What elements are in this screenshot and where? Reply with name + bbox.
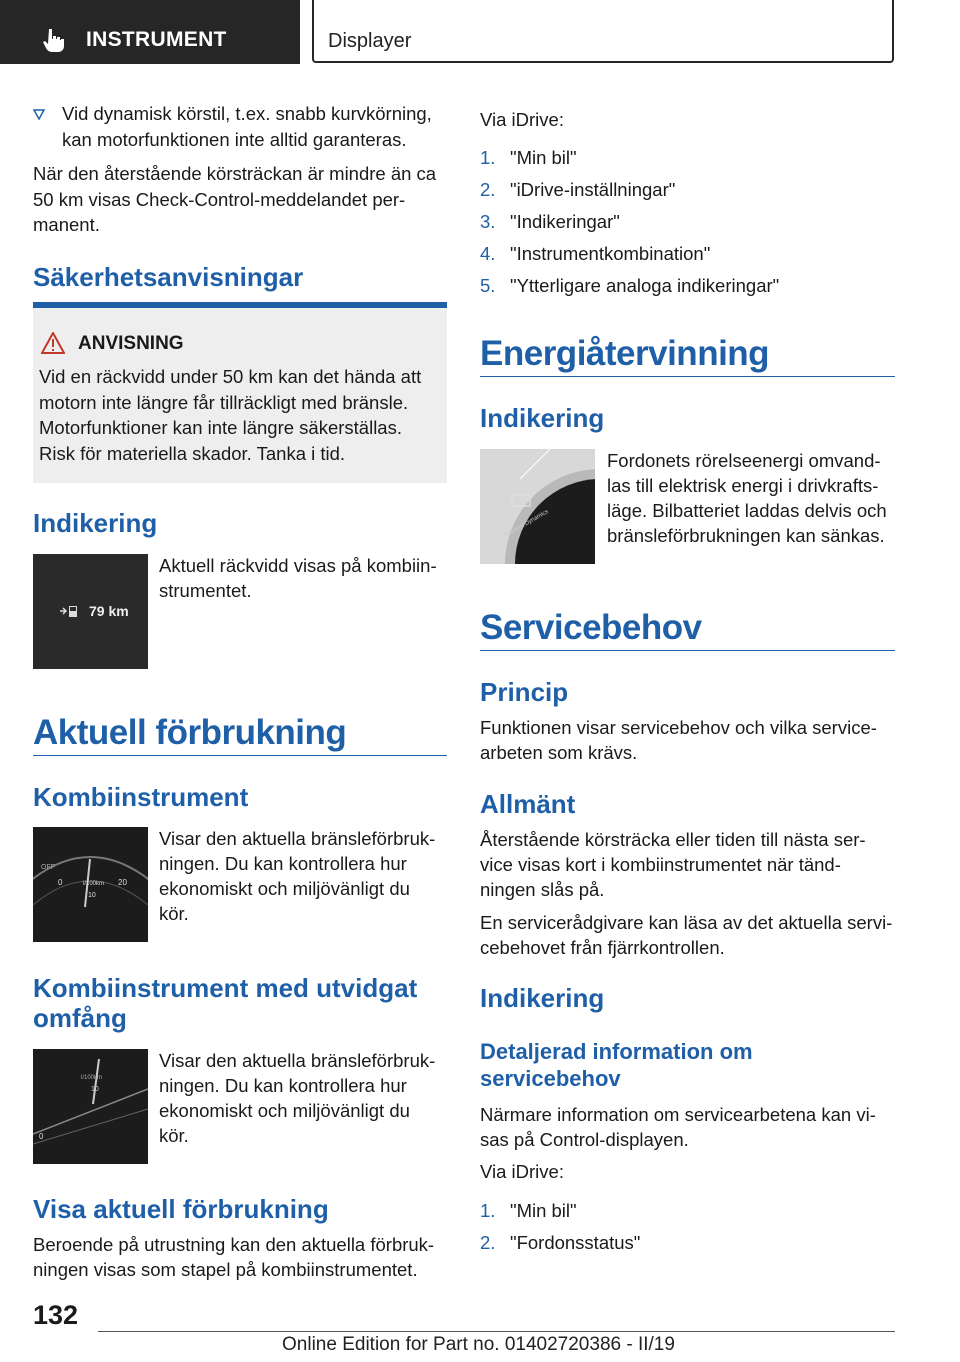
chapter-tab — [312, 0, 894, 63]
list-item — [480, 145, 577, 170]
warning-bar — [33, 302, 447, 308]
footer-rule — [98, 1331, 895, 1332]
range-value: 79 km — [89, 603, 129, 619]
paragraph-line: ningen. Du kan kontrollera hur — [159, 1075, 407, 1096]
consumption-heading: Aktuell förbrukning — [33, 713, 347, 752]
paragraph-line: vice visas kort i kombiinstrumentet när tänd- — [480, 854, 841, 875]
paragraph-line: Visar den aktuella bränsleförbruk- — [159, 1050, 436, 1071]
gauge-unit: l/100km — [83, 881, 105, 887]
princip-heading: Princip — [480, 677, 569, 707]
paragraph-line: kör. — [159, 1125, 189, 1146]
paragraph-line: sas på Control-displayen. — [480, 1129, 689, 1150]
ext-gauge-tick-0: 0 — [39, 1132, 44, 1141]
warning-title: ANVISNING — [78, 333, 184, 354]
list-item — [480, 1198, 577, 1223]
gauge-tick-20: 20 — [118, 878, 127, 887]
paragraph-line: ningen. Du kan kontrollera hur — [159, 853, 407, 874]
detail-heading: Detaljerad information om — [480, 1039, 753, 1064]
list-item — [480, 209, 620, 234]
paragraph-line: arbeten som krävs. — [480, 742, 638, 763]
step-number: 2. — [480, 179, 496, 200]
step-text: "Fordonsstatus" — [510, 1232, 641, 1253]
detail-heading: servicebehov — [480, 1066, 621, 1091]
efficient-dynamics-graphic — [480, 449, 595, 564]
ext-gauge-tick-10: 10 — [91, 1086, 99, 1093]
extended-gauge-graphic — [33, 1049, 148, 1164]
page-header — [0, 0, 960, 66]
paragraph-line: 50 km visas Check-Control-meddelandet per- — [33, 189, 406, 210]
paragraph-line: ningen visas som stapel på kombiinstrumentet. — [33, 1259, 418, 1280]
fuel-pump-icon — [59, 604, 81, 618]
paragraph-line: ekonomiskt och miljövänligt du — [159, 878, 410, 899]
kombi-heading: Kombiinstrument — [33, 782, 249, 812]
warning-line: Risk för materiella skador. Tanka i tid. — [39, 443, 346, 464]
paragraph-line: Återstående körsträcka eller tiden till nästa ser- — [480, 829, 866, 850]
edition-note: Online Edition for Part no. 01402720386 - II/19 — [282, 1334, 675, 1355]
warning-line: Vid en räckvidd under 50 km kan det hända att — [39, 366, 422, 387]
warning-box — [33, 302, 447, 483]
triangle-bullet-icon — [33, 108, 45, 120]
paragraph-line: En servicerådgivare kan läsa av det aktuella servi- — [480, 912, 893, 933]
list-item — [480, 273, 779, 298]
consumption-gauge-image — [33, 827, 148, 942]
paragraph-line: Funktionen visar servicebehov och vilka service- — [480, 717, 877, 738]
step-text: "Ytterligare analoga indikeringar" — [510, 275, 780, 296]
warning-triangle-icon — [41, 332, 65, 354]
step-text: "Indikeringar" — [510, 211, 620, 232]
page-number: 132 — [33, 1300, 79, 1330]
heading-rule — [33, 755, 447, 756]
step-number: 2. — [480, 1232, 496, 1253]
bullet-line: kan motorfunktionen inte alltid garanteras. — [62, 129, 407, 150]
step-number: 1. — [480, 147, 496, 168]
chapter-title: Displayer — [328, 30, 412, 52]
paragraph-line: manent. — [33, 214, 100, 235]
warning-line: Motorfunktioner kan inte längre säkerställas. — [39, 417, 402, 438]
step-text: "iDrive-inställningar" — [510, 179, 676, 200]
paragraph-line: Närmare information om servicearbetena kan vi- — [480, 1104, 876, 1125]
kombi-ext-heading: Kombiinstrument med utvidgat — [33, 973, 418, 1003]
paragraph-line: ningen slås på. — [480, 879, 605, 900]
step-number: 5. — [480, 275, 496, 296]
paragraph-line: läge. Bilbatteriet laddas delvis och — [607, 500, 887, 521]
paragraph-line: Fordonets rörelseenergi omvand- — [607, 450, 881, 471]
paragraph-line: Aktuell räckvidd visas på kombiin- — [159, 555, 437, 576]
paragraph-line: kör. — [159, 903, 189, 924]
section-title: INSTRUMENT — [86, 28, 227, 51]
paragraph-line: strumentet. — [159, 580, 252, 601]
indikering2-heading: Indikering — [480, 983, 605, 1013]
step-number: 1. — [480, 1200, 496, 1221]
list-item — [480, 177, 675, 202]
extended-gauge-image — [33, 1049, 148, 1164]
gauge-graphic — [33, 827, 148, 942]
show-consumption-heading: Visa aktuell förbrukning — [33, 1194, 329, 1224]
paragraph-line: cebehovet från fjärrkontrollen. — [480, 937, 725, 958]
energy-heading: Energiåtervinning — [480, 334, 770, 373]
list-item — [480, 241, 710, 266]
paragraph-line: bränsleförbrukningen kan sänkas. — [607, 525, 885, 546]
hand-pointer-icon — [40, 27, 66, 53]
via-idrive-label: Via iDrive: — [480, 1161, 564, 1182]
warning-line: motorn inte längre får tillräckligt med bränsle. — [39, 392, 409, 413]
bullet-line: Vid dynamisk körstil, t.ex. snabb kurvkörning, — [62, 103, 432, 124]
ext-gauge-unit: l/100km — [81, 1075, 103, 1081]
energy-indikering-heading: Indikering — [480, 403, 605, 433]
paragraph-line: Visar den aktuella bränsleförbruk- — [159, 828, 436, 849]
kombi-ext-heading: omfång — [33, 1003, 127, 1033]
efficient-dynamics-image — [480, 449, 595, 564]
via-idrive-label: Via iDrive: — [480, 109, 564, 130]
paragraph-line: las till elektrisk energi i drivkrafts- — [607, 475, 879, 496]
service-heading: Servicebehov — [480, 608, 702, 647]
gauge-tick-0: 0 — [58, 878, 63, 887]
safety-heading: Säkerhetsanvisningar — [33, 262, 304, 292]
range-display-image — [33, 554, 148, 669]
heading-rule — [480, 650, 895, 651]
section-tab — [0, 0, 300, 64]
list-item — [480, 1230, 640, 1255]
step-number: 4. — [480, 243, 496, 264]
step-text: "Min bil" — [510, 1200, 577, 1221]
indikering-heading: Indikering — [33, 508, 158, 538]
step-number: 3. — [480, 211, 496, 232]
paragraph-line: När den återstående körsträckan är mindre än ca — [33, 163, 437, 184]
paragraph-line: ekonomiskt och miljövänligt du — [159, 1100, 410, 1121]
allmant-heading: Allmänt — [480, 789, 576, 819]
step-text: "Min bil" — [510, 147, 577, 168]
heading-rule — [480, 376, 895, 377]
efficient-dynamics-label: Efficient Dynamics — [504, 508, 550, 539]
gauge-tick-10: 10 — [88, 892, 96, 899]
step-text: "Instrumentkombination" — [510, 243, 711, 264]
gauge-off-label: OFF — [41, 864, 55, 871]
paragraph-line: Beroende på utrustning kan den aktuella förbruk- — [33, 1234, 435, 1255]
